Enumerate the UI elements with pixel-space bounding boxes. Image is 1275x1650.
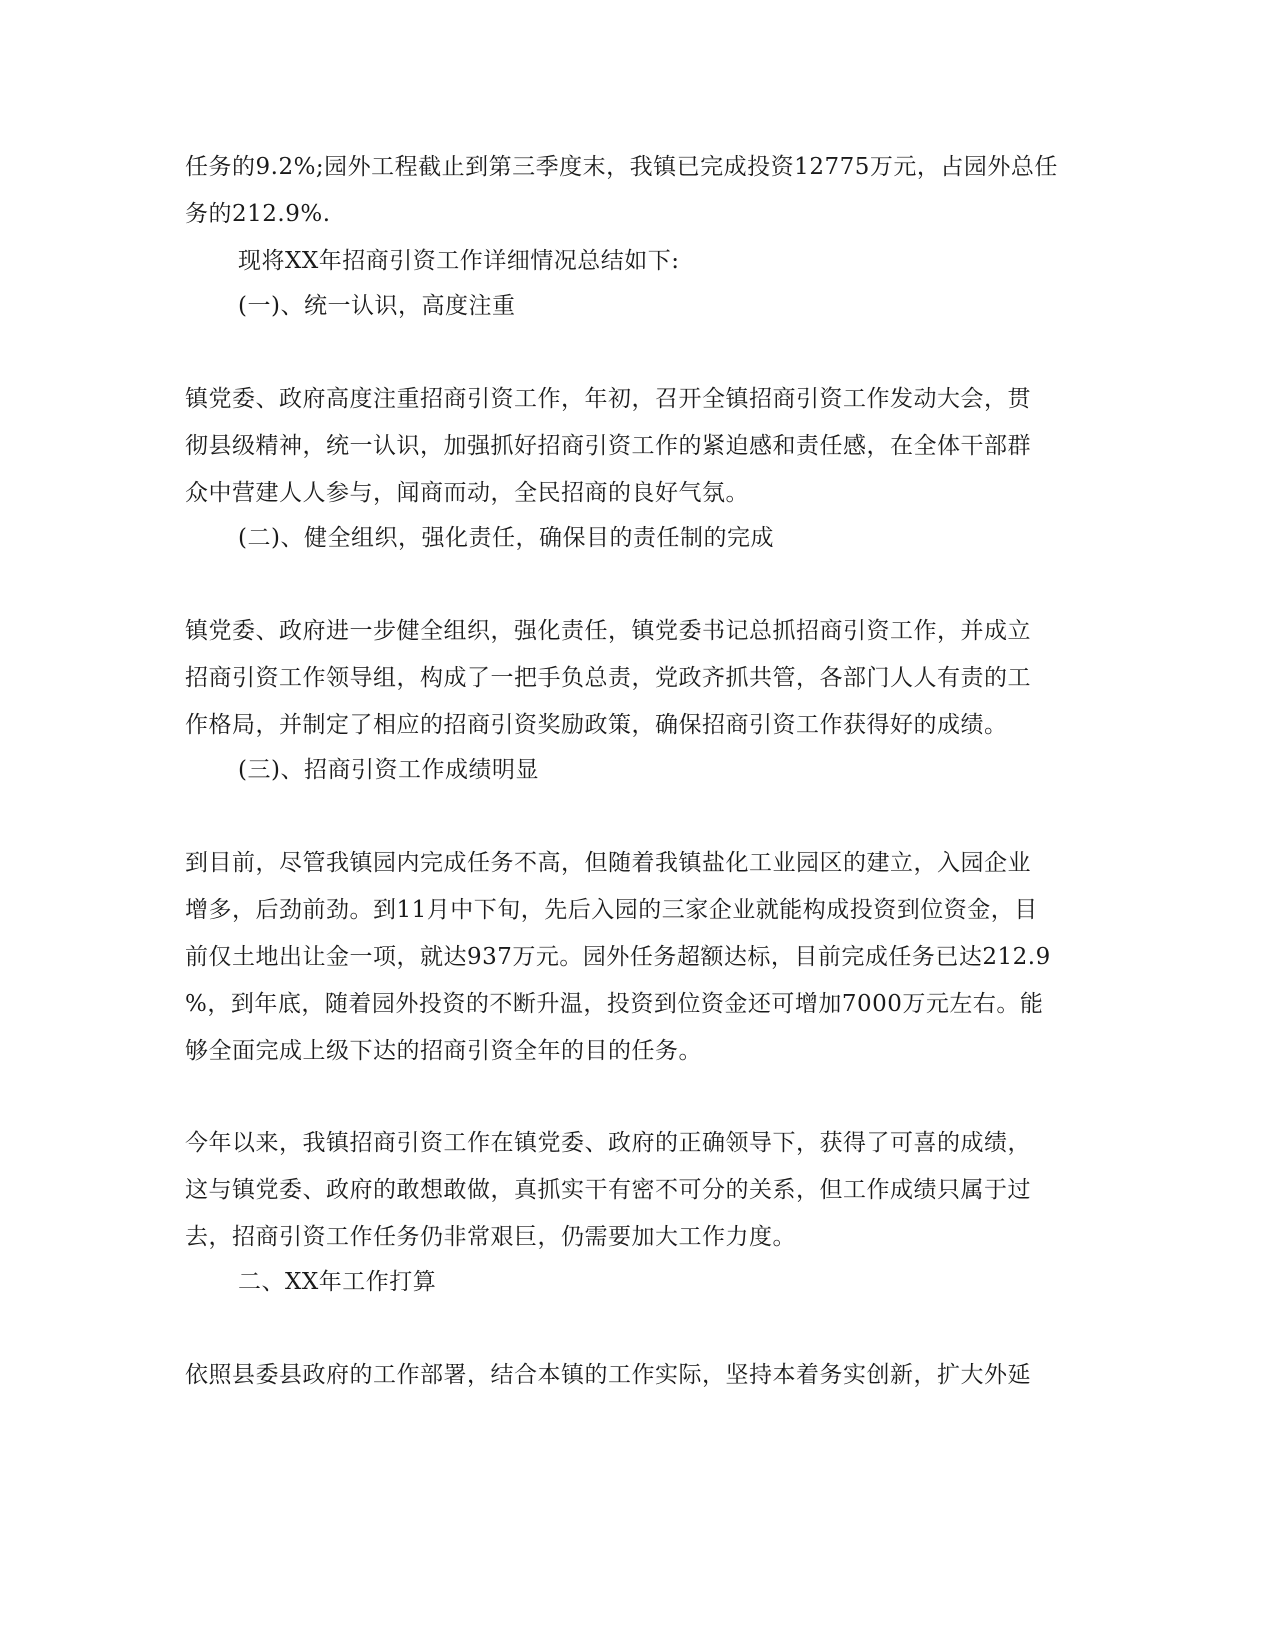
text-line: 增多，后劲前劲。到11月中下旬，先后入园的三家企业就能构成投资到位资金，目 bbox=[185, 897, 1038, 923]
text-line: 作格局，并制定了相应的招商引资奖励政策，确保招商引资工作获得好的成绩。 bbox=[185, 712, 1008, 738]
text-line: 今年以来，我镇招商引资工作在镇党委、政府的正确领导下，获得了可喜的成绩， bbox=[185, 1130, 1031, 1156]
text-line: 到目前，尽管我镇园内完成任务不高，但随着我镇盐化工业园区的建立，入园企业 bbox=[185, 850, 1031, 876]
text-line: %，到年底，随着园外投资的不断升温，投资到位资金还可增加7000万元左右。能 bbox=[185, 991, 1044, 1017]
text-line: 去，招商引资工作任务仍非常艰巨，仍需要加大工作力度。 bbox=[185, 1224, 796, 1250]
text-line: 这与镇党委、政府的敢想敢做，真抓实干有密不可分的关系，但工作成绩只属于过 bbox=[185, 1177, 1031, 1203]
text-line: 前仅土地出让金一项，就达937万元。园外任务超额达标，目前完成任务已达212.9 bbox=[185, 944, 1051, 970]
text-line: 招商引资工作领导组，构成了一把手负总责，党政齐抓共管，各部门人人有责的工 bbox=[185, 665, 1031, 691]
text-line: 镇党委、政府高度注重招商引资工作，年初，召开全镇招商引资工作发动大会，贯 bbox=[185, 386, 1031, 412]
section-heading: (一)、统一认识，高度注重 bbox=[238, 293, 516, 319]
text-line: 镇党委、政府进一步健全组织，强化责任，镇党委书记总抓招商引资工作，并成立 bbox=[185, 618, 1031, 644]
text-line: 够全面完成上级下达的招商引资全年的目的任务。 bbox=[185, 1038, 702, 1064]
text-line: 依照县委县政府的工作部署，结合本镇的工作实际，坚持本着务实创新，扩大外延 bbox=[185, 1362, 1031, 1388]
text-line: 现将XX年招商引资工作详细情况总结如下: bbox=[238, 248, 680, 274]
section-heading: (二)、健全组织，强化责任，确保目的责任制的完成 bbox=[238, 525, 774, 551]
text-line: 务的212.9%. bbox=[185, 201, 331, 227]
section-heading: (三)、招商引资工作成绩明显 bbox=[238, 757, 539, 783]
section-heading: 二、XX年工作打算 bbox=[238, 1269, 437, 1295]
text-line: 任务的9.2%;园外工程截止到第三季度末，我镇已完成投资12775万元，占园外总任 bbox=[185, 154, 1058, 180]
text-line: 众中营建人人参与，闻商而动，全民招商的良好气氛。 bbox=[185, 480, 749, 506]
text-line: 彻县级精神，统一认识，加强抓好招商引资工作的紧迫感和责任感，在全体干部群 bbox=[185, 433, 1031, 459]
